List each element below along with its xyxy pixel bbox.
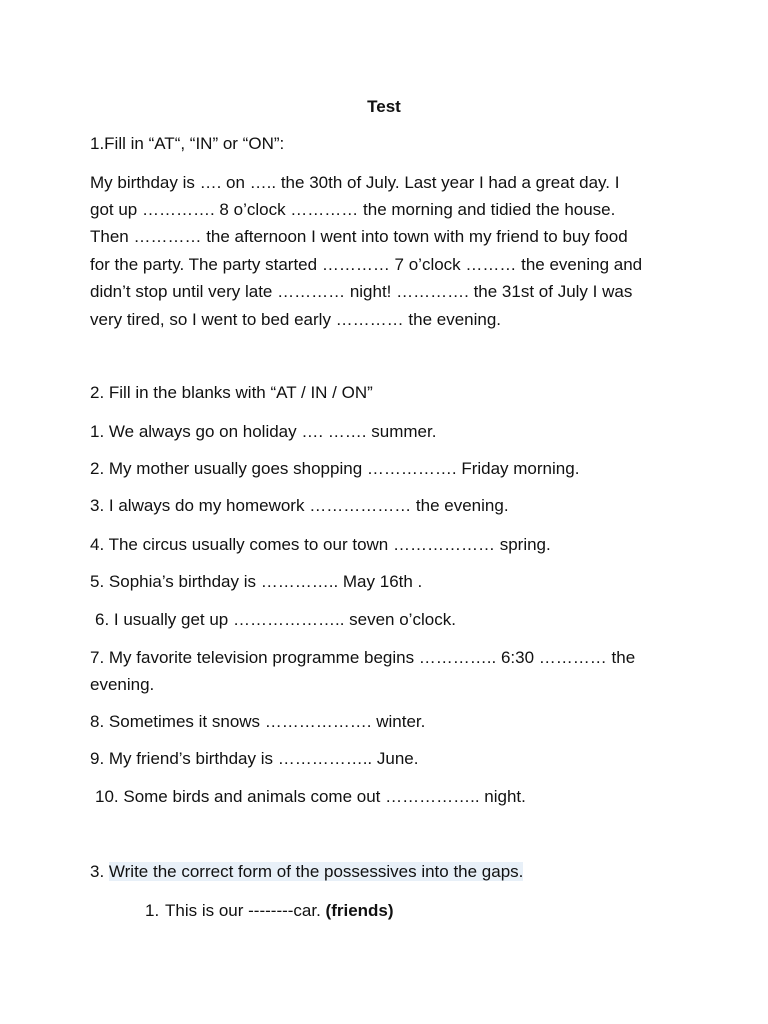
- section2-item: 2. My mother usually goes shopping ……………. Friday morning.: [90, 459, 580, 478]
- section3-heading: [90, 861, 523, 883]
- section3-item-text: This is our --------car.: [165, 901, 326, 920]
- section2-item: 5. Sophia’s birthday is ………….. May 16th .: [90, 572, 423, 591]
- section2-heading: 2. Fill in the blanks with “AT / IN / ON”: [90, 383, 373, 402]
- section2-item: 3. I always do my homework ……………… the evening.: [90, 496, 509, 515]
- section2-item: 1. We always go on holiday …. ……. summer.: [90, 422, 437, 441]
- section2-item: 9. My friend’s birthday is …………….. June.: [90, 749, 419, 768]
- section1-paragraph-line: didn’t stop until very late ………… night! …………. the 31st of July I was: [90, 282, 633, 301]
- section2-item: 10. Some birds and animals come out …………….. night.: [95, 787, 526, 806]
- section2-item: 6. I usually get up ……………….. seven o’clock.: [95, 610, 456, 629]
- section3-number: 3.: [90, 862, 109, 881]
- section1-paragraph-line: Then ………… the afternoon I went into town with my friend to buy food: [90, 227, 628, 246]
- section2-item-continuation: evening.: [90, 675, 155, 694]
- page-title: Test: [367, 97, 401, 116]
- section3-item-hint: (friends): [325, 901, 394, 920]
- section2-item: 4. The circus usually comes to our town ……………… spring.: [90, 535, 551, 554]
- section2-item: 8. Sometimes it snows ………………. winter.: [90, 712, 426, 731]
- section3-item: [145, 900, 394, 922]
- section2-item: 7. My favorite television programme begins ………….. 6:30 ………… the: [90, 648, 636, 667]
- section3-item-number: 1.: [145, 901, 160, 920]
- section1-paragraph-line: for the party. The party started ………… 7 o’clock ……… the evening and: [90, 255, 643, 274]
- section1-heading: 1.Fill in “AT“, “IN” or “ON”:: [90, 134, 285, 153]
- section1-paragraph-line: got up …………. 8 o’clock ………… the morning and tidied the house.: [90, 200, 616, 219]
- section3-heading-text: Write the correct form of the possessives into the gaps.: [108, 862, 524, 881]
- section1-paragraph-line: My birthday is …. on ….. the 30th of July. Last year I had a great day. I: [90, 173, 620, 192]
- section1-paragraph-line: very tired, so I went to bed early ………… the evening.: [90, 310, 502, 329]
